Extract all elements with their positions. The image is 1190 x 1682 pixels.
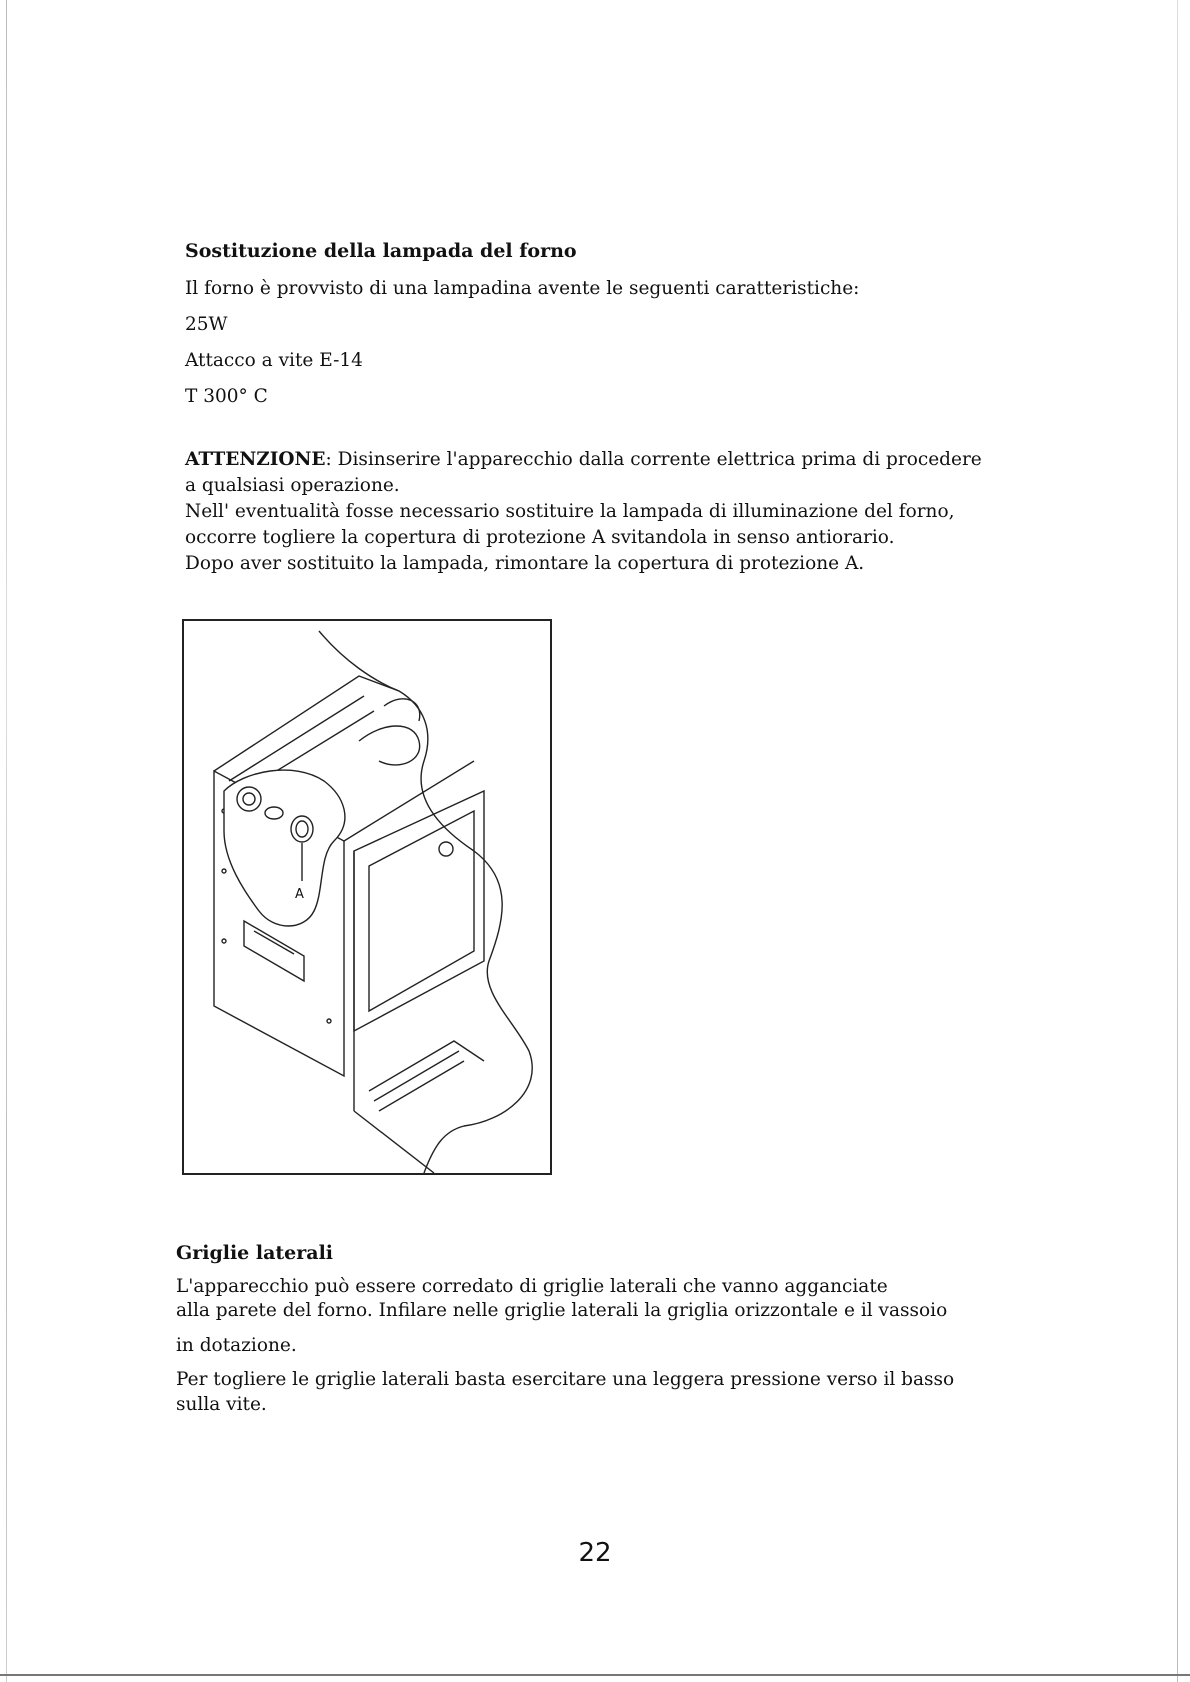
warning-line-1: ATTENZIONE: Disinserire l'apparecchio dalla corrente elettrica prima di procedere	[185, 449, 982, 470]
lamp-cover-A	[224, 770, 345, 926]
lamp-spec-power: 25W	[185, 314, 228, 335]
warning-label: ATTENZIONE	[185, 449, 326, 470]
cutaway-edge	[319, 631, 532, 1173]
section-title-lamp: Sostituzione della lampada del forno	[185, 240, 577, 262]
racks-line-4: Per togliere le griglie laterali basta esercitare una leggera pressione verso il basso	[176, 1369, 955, 1390]
racks-line-3: in dotazione.	[176, 1335, 297, 1356]
racks-line-2: alla parete del forno. Infilare nelle griglie laterali la griglia orizzontale e il vassoio	[176, 1300, 948, 1321]
page-number: 22	[578, 1538, 612, 1568]
lamp-spec-temperature: T 300° C	[185, 386, 268, 407]
oven-top-front-edge	[344, 761, 474, 841]
warning-line-2: a qualsiasi operazione.	[185, 475, 400, 496]
oven-cavity-inner	[369, 811, 474, 1011]
scan-edge-right	[1177, 0, 1178, 1682]
racks-line-5: sulla vite.	[176, 1394, 267, 1415]
oven-top-edge	[214, 676, 399, 771]
section-title-side-racks: Griglie laterali	[176, 1242, 334, 1264]
oven-lamp-illustration	[182, 619, 552, 1175]
oven-vent-slot	[244, 921, 304, 981]
lamp-intro: Il forno è provvisto di una lampadina avente le seguenti caratteristiche:	[185, 278, 860, 299]
racks-line-1: L'apparecchio può essere corredato di griglie laterali che vanno agganciate	[176, 1276, 888, 1297]
warning-line-3: Nell' eventualità fosse necessario sostituire la lampada di illuminazione del forno,	[185, 501, 955, 522]
warning-line-4: occorre togliere la copertura di protezione A svitandola in senso antiorario.	[185, 527, 895, 548]
oven-light-knob	[439, 842, 453, 856]
oven-cavity-frame	[354, 791, 484, 1031]
warning-paragraph	[185, 447, 1035, 577]
scan-edge-left	[6, 0, 7, 1682]
scan-edge-bottom	[0, 1674, 1190, 1676]
lamp-spec-socket: Attacco a vite E-14	[185, 350, 363, 371]
warning-line-5: Dopo aver sostituito la lampada, rimontare la copertura di protezione A.	[185, 553, 865, 574]
oven-drawing	[184, 621, 550, 1173]
label-A: A	[295, 887, 304, 902]
